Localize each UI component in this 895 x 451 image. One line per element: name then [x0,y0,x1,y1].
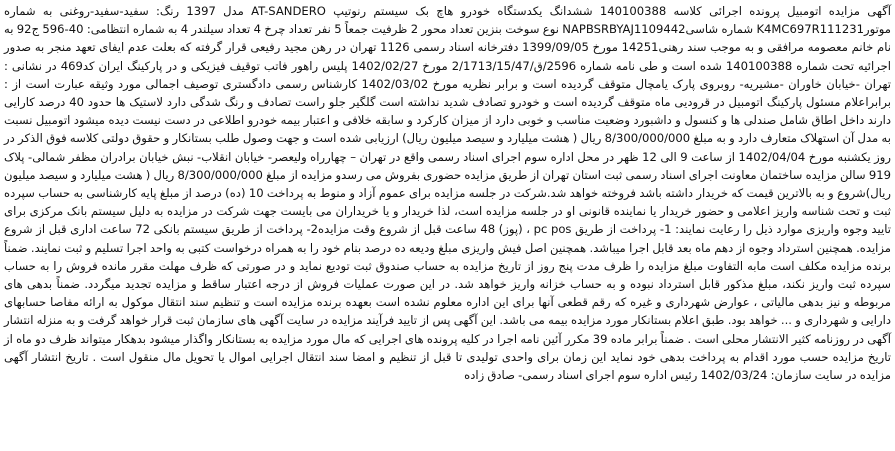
notice-text: آگهی مزایده اتومبیل پرونده اجرائی کلاسه 140100388 ششدانگ یکدستگاه خودرو هاچ بک سیستم رنوتیپ AT-SANDERO مدل 1397 رنگ: سفید-سفید-روغنی به شماره موتورK4MC697R111231 شماره شاسیNAPBSRBYAJ1109442 نوع سوخت بنزین تعداد محور 2 ظرفیت جمعاً 5 نفر تعداد چرخ 4 تعداد سیلندر 4 به شماره انتظامی: 40-596 ج92 به نام خانم معصومه مرافقی و به موجب سند رهنی14251 مورخ 1399/09/05 دفترخانه اسناد رسمی 1126 تهران در رهن مجید رفیعی قرار گرفته که بعلت عدم ایفای تعهد منجر به صدور اجرائیه تحت شماره 140100388 شده است و طی نامه شماره 2596/ق/2/1713/15/47 مورخ 1402/02/27 پلیس راهور فاتب توقیف فیزیکی و در پارکینگ ایران کد469 در نشانی : تهران -خیابان خاوران -مشیریه- روبروی پارک یامچال متوقف گردیده است و برابر نظریه مورخ 1402/03/02 کارشناس رسمی دادگستری توصیف اجمالی مورد وثیقه عبارت است از : برابراعلام مسئول پارکینگ اتومبیل در قرودیی ماه متوقف گردیده است و خودرو تصادف شدید نداشته است گلگیر جلو راست تصادف و رنگ شدگی دارد لاستیک ها حدود 40 درصد کارایی دارند داخل اطاق شامل صندلی ها و کنسول و داشبورد وضعیت مناسب و خوبی دارد از میزان کارکرد و سابقه خلافی و اعتبار بیمه خودرو اطلاعی در دست نیست دیده میشود اتومبیل نسبت به مدل آن استهلاک متعارف دارد و به مبلغ 8/300/000/000 ریال ( هشت میلیارد و سیصد میلیون ریال) ارزیابی شده است و جهت وصول طلب بستانکار و حقوق دولتی کلاسه فوق الذکر در روز یکشنبه مورخ 1402/04/04 از ساعت 9 الی 12 ظهر در محل اداره سوم اجرای اسناد رسمی واقع در تهران – چهارراه ولیعصر- خیابان انقلاب- نبش خیابان برادران مظفر شمالی- پلاک 919 سالن مزایده ساختمان معاونت اجرای اسناد رسمی ثبت استان تهران از طریق مزایده حضوری بفروش می رسدو مزایده از مبلغ 8/300/000/000 ریال ( هشت میلیارد و سیصد میلیون ریال)شروع و به بالاترین قیمت که خریدار داشته باشد فروخته خواهد شد.شرکت در جلسه مزایده برای عموم آزاد و منوط به پرداخت 10 (ده) درصد از مبلغ پایه کارشناسی به حساب سپرده ثبت و تحت شناسه واریز اعلامی و حضور خریدار یا نماینده قانونی او در جلسه مزایده است، لذا خریدار و یا خریداران می بایست جهت شرکت در مزایده به دلیل سیستم بانک مرکزی برای تایید وجوه واریزی موارد ذیل را رعایت نمایند: 1- پرداخت از طریق pc pos ، (پوز) 48 ساعت قبل از شروع وقت مزایده2- پرداخت از طریق سیستم بانکی 72 ساعت اداری قبل از شروع مزایده. همچنین استرداد وجوه از دهم ماه بعد قابل اجرا میباشد. همچنین اصل فیش واریزی مبلغ ودیعه ده درصد بنام خود را به همراه درخواست کتبی به واحد اجرا تسلیم و ثبت نمایند. ضمناً برنده مزایده مکلف است مابه التفاوت مبلغ مزایده را ظرف مدت پنج روز از تاریخ مزایده به حساب صندوق ثبت تودیع نماید و در صورتی که ظرف مهلت مقرر مانده فروش را به حساب سپرده ثبت واریز نکند، مبلغ مذکور قابل استرداد نبوده و به حساب خزانه واریز خواهد شد. در این صورت عملیات فروش از درجه اعتبار ساقط و مزایده تجدید میگردد. ضمناً بدهی های مربوطه و نیز بدهی مالیاتی ، عوارض شهرداری و غیره که رقم قطعی آنها برای این اداره معلوم نشده است بعهده برنده مزایده است و تنظیم سند انتقال موکول به ارائه مفاصا حسابهای دارایی و شهرداری و ... خواهد بود. طبق اعلام بستانکار مورد مزایده بیمه می باشد. این آگهی پس از تایید فرآیند مزایده در سایت آگهی های سازمان ثبت قرار خواهد گرفت و به منزله انتشار آگهی در روزنامه کثیر الانتشار محلی است . ضمناً برابر ماده 39 مکرر آئین نامه اجرا در کلیه پرونده های اجرایی که مال مورد مزایده به بستانکار واگذار میشود بدهکار میتواند ظرف دو ماه از تاریخ مزایده حسب مورد اقدام به پرداخت بدهی خود نماید این زمان برای واحدی تولیدی تا قبل از تنظیم و امضا سند انتقال اجرایی اموال یا تحویل مال منقول است . تاریخ انتشار آگهی مزایده در سایت سازمان: 1402/03/24 رئیس اداره سوم اجرای اسناد رسمی- صادق زاده [4,4,892,383]
